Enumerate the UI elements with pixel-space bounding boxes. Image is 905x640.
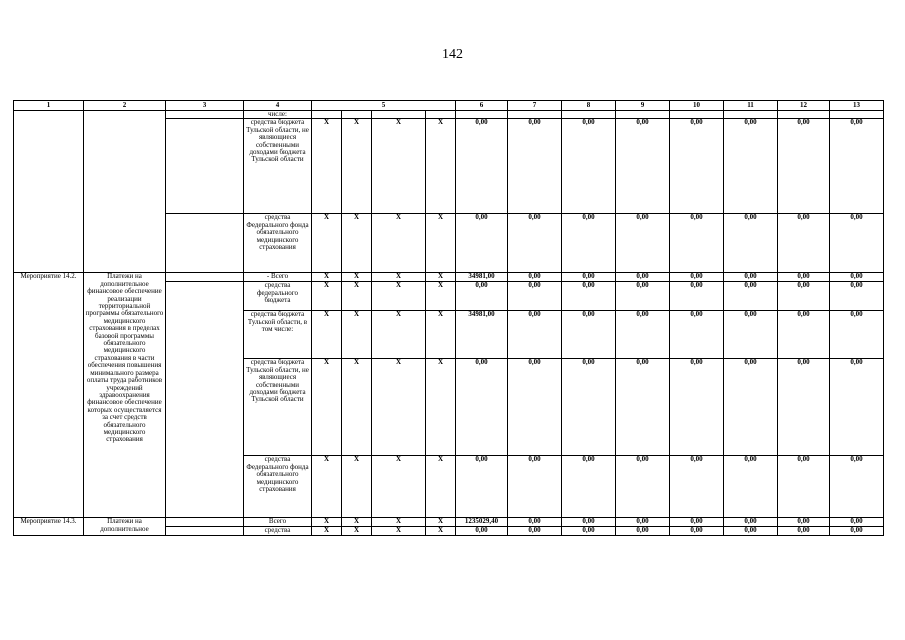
empty-cell xyxy=(166,282,244,518)
value-cell: 0,00 xyxy=(508,282,562,311)
value-cell: 0,00 xyxy=(616,282,670,311)
header-cell: 2 xyxy=(84,101,166,111)
x-cell: X xyxy=(426,282,456,311)
x-cell: X xyxy=(372,273,426,282)
x-cell: X xyxy=(312,214,342,273)
header-cell: 10 xyxy=(670,101,724,111)
value-cell: 0,00 xyxy=(616,273,670,282)
empty-cell xyxy=(166,527,244,536)
x-cell: X xyxy=(342,214,372,273)
value-cell: 0,00 xyxy=(778,282,830,311)
funding-source-cell: средства бюджета Тульской области, не являющиеся собственными доходами бюджета Тульской области xyxy=(244,359,312,456)
value-cell: 0,00 xyxy=(724,359,778,456)
x-cell: X xyxy=(426,359,456,456)
table-row xyxy=(14,518,884,527)
value-cell: 0,00 xyxy=(562,311,616,359)
value-cell: 0,00 xyxy=(562,214,616,273)
value-cell: 0,00 xyxy=(616,214,670,273)
value-cell: 34981,00 xyxy=(456,311,508,359)
value-cell: 0,00 xyxy=(616,456,670,518)
x-cell: X xyxy=(312,527,342,536)
value-cell: 0,00 xyxy=(830,456,884,518)
value-cell: 0,00 xyxy=(830,282,884,311)
x-cell: X xyxy=(312,518,342,527)
value-cell: 0,00 xyxy=(778,456,830,518)
empty-cell xyxy=(166,119,244,214)
activity-name-cell: Платежи на дополнительное финансовое обеспечение реализации территориальной программы обязательного медицинского страхования в пределах базовой программы обязательного медицинского страхования в части обеспечения повышения минимального размера оплаты труда работников учреждений здравоохранения финансовое обеспечение которых осуществляется за счет средств обязательного медицинского страхования xyxy=(84,273,166,518)
value-cell: 0,00 xyxy=(670,518,724,527)
value-cell: 0,00 xyxy=(670,214,724,273)
funding-source-cell: средства бюджета Тульской области, не являющиеся собственными доходами бюджета Тульской области xyxy=(244,119,312,214)
value-cell: 0,00 xyxy=(508,273,562,282)
x-cell: X xyxy=(426,273,456,282)
header-cell: 1 xyxy=(14,101,84,111)
x-cell: X xyxy=(372,119,426,214)
x-cell: X xyxy=(342,282,372,311)
x-cell: X xyxy=(342,527,372,536)
x-cell: X xyxy=(342,518,372,527)
x-cell: X xyxy=(312,273,342,282)
value-cell: 0,00 xyxy=(830,119,884,214)
value-cell: 0,00 xyxy=(562,527,616,536)
header-cell: 9 xyxy=(616,101,670,111)
value-cell: 0,00 xyxy=(508,518,562,527)
value-cell: 0,00 xyxy=(830,359,884,456)
header-cell: 11 xyxy=(724,101,778,111)
value-cell: 0,00 xyxy=(508,214,562,273)
name-cell xyxy=(84,111,166,273)
value-cell: 0,00 xyxy=(670,456,724,518)
header-cell: 13 xyxy=(830,101,884,111)
value-cell: 0,00 xyxy=(562,518,616,527)
value-cell: 0,00 xyxy=(830,311,884,359)
value-cell: 0,00 xyxy=(830,518,884,527)
x-cell: X xyxy=(372,311,426,359)
x-cell: X xyxy=(312,359,342,456)
empty-cell xyxy=(166,111,244,119)
activity-name-cell: Платежи на дополнительное xyxy=(84,518,166,536)
empty-cell xyxy=(166,518,244,527)
value-cell: 0,00 xyxy=(724,282,778,311)
value-cell: 0,00 xyxy=(508,456,562,518)
value-cell: 0,00 xyxy=(456,119,508,214)
x-cell: X xyxy=(312,282,342,311)
value-cell: 0,00 xyxy=(616,359,670,456)
value-cell: 0,00 xyxy=(508,359,562,456)
x-cell: X xyxy=(372,527,426,536)
header-cell: 7 xyxy=(508,101,562,111)
value-cell: 0,00 xyxy=(670,311,724,359)
value-cell: 0,00 xyxy=(508,311,562,359)
value-cell: 0,00 xyxy=(670,359,724,456)
value-cell: 0,00 xyxy=(778,518,830,527)
x-cell: X xyxy=(426,311,456,359)
value-cell: 0,00 xyxy=(562,273,616,282)
header-row xyxy=(14,101,884,111)
header-cell: 5 xyxy=(312,101,456,111)
value-cell: 0,00 xyxy=(456,359,508,456)
x-cell: X xyxy=(312,119,342,214)
budget-table xyxy=(13,100,884,536)
activity-code-cell: Мероприятие 14.2. xyxy=(14,273,84,518)
value-cell: 0,00 xyxy=(562,119,616,214)
value-cell: 0,00 xyxy=(562,359,616,456)
value-cell: 0,00 xyxy=(456,456,508,518)
value-cell: 0,00 xyxy=(508,527,562,536)
value-cell: 0,00 xyxy=(778,273,830,282)
value-cell: 0,00 xyxy=(670,527,724,536)
x-cell: X xyxy=(372,282,426,311)
value-cell: 0,00 xyxy=(456,214,508,273)
x-cell: X xyxy=(426,518,456,527)
header-cell: 6 xyxy=(456,101,508,111)
value-cell: 0,00 xyxy=(670,273,724,282)
x-cell: X xyxy=(342,359,372,456)
x-cell: X xyxy=(372,214,426,273)
value-cell: 0,00 xyxy=(456,282,508,311)
value-cell: 0,00 xyxy=(778,311,830,359)
value-cell: 0,00 xyxy=(830,273,884,282)
value-cell: 0,00 xyxy=(616,311,670,359)
funding-source-cell: средства бюджета Тульской области, в том числе: xyxy=(244,311,312,359)
value-cell: 0,00 xyxy=(724,456,778,518)
value-cell: 0,00 xyxy=(830,214,884,273)
x-cell: X xyxy=(426,214,456,273)
value-cell: 0,00 xyxy=(778,214,830,273)
x-cell: X xyxy=(342,119,372,214)
funding-source-cell: средства Федерального фонда обязательного медицинского страхования xyxy=(244,214,312,273)
funding-source-cell: Всего xyxy=(244,518,312,527)
funding-source-cell: средства федерального бюджета xyxy=(244,282,312,311)
value-cell: 0,00 xyxy=(724,311,778,359)
funding-source-cell: средства xyxy=(244,527,312,536)
value-cell: 0,00 xyxy=(778,119,830,214)
value-cell: 0,00 xyxy=(562,282,616,311)
header-cell: 8 xyxy=(562,101,616,111)
page-number: 142 xyxy=(442,47,463,62)
funding-source-cell: средства Федерального фонда обязательного медицинского страхования xyxy=(244,456,312,518)
x-cell: X xyxy=(426,527,456,536)
code-cell xyxy=(14,111,84,273)
x-cell: X xyxy=(312,456,342,518)
value-cell: 0,00 xyxy=(724,518,778,527)
funding-source-cell: числе: xyxy=(244,111,312,119)
value-cell: 34981,00 xyxy=(456,273,508,282)
value-cell: 0,00 xyxy=(724,214,778,273)
value-cell: 0,00 xyxy=(778,359,830,456)
value-cell: 0,00 xyxy=(778,527,830,536)
header-cell: 4 xyxy=(244,101,312,111)
x-cell: X xyxy=(372,518,426,527)
empty-cell xyxy=(166,214,244,273)
value-cell: 0,00 xyxy=(616,119,670,214)
x-cell: X xyxy=(342,273,372,282)
value-cell: 0,00 xyxy=(724,527,778,536)
value-cell: 0,00 xyxy=(562,456,616,518)
x-cell: X xyxy=(426,119,456,214)
value-cell: 0,00 xyxy=(724,273,778,282)
header-cell: 3 xyxy=(166,101,244,111)
value-cell: 0,00 xyxy=(616,518,670,527)
empty-cell xyxy=(166,273,244,282)
x-cell: X xyxy=(342,456,372,518)
activity-code-cell: Мероприятие 14.3. xyxy=(14,518,84,536)
value-cell: 0,00 xyxy=(670,282,724,311)
value-cell: 0,00 xyxy=(724,119,778,214)
value-cell: 1235029,40 xyxy=(456,518,508,527)
header-cell: 12 xyxy=(778,101,830,111)
x-cell: X xyxy=(426,456,456,518)
x-cell: X xyxy=(372,359,426,456)
value-cell: 0,00 xyxy=(456,527,508,536)
funding-source-cell: - Всего xyxy=(244,273,312,282)
x-cell: X xyxy=(312,311,342,359)
table-row xyxy=(14,111,884,119)
x-cell: X xyxy=(372,456,426,518)
table-row xyxy=(14,273,884,282)
x-cell: X xyxy=(342,311,372,359)
value-cell: 0,00 xyxy=(616,527,670,536)
value-cell: 0,00 xyxy=(508,119,562,214)
value-cell: 0,00 xyxy=(830,527,884,536)
value-cell: 0,00 xyxy=(670,119,724,214)
